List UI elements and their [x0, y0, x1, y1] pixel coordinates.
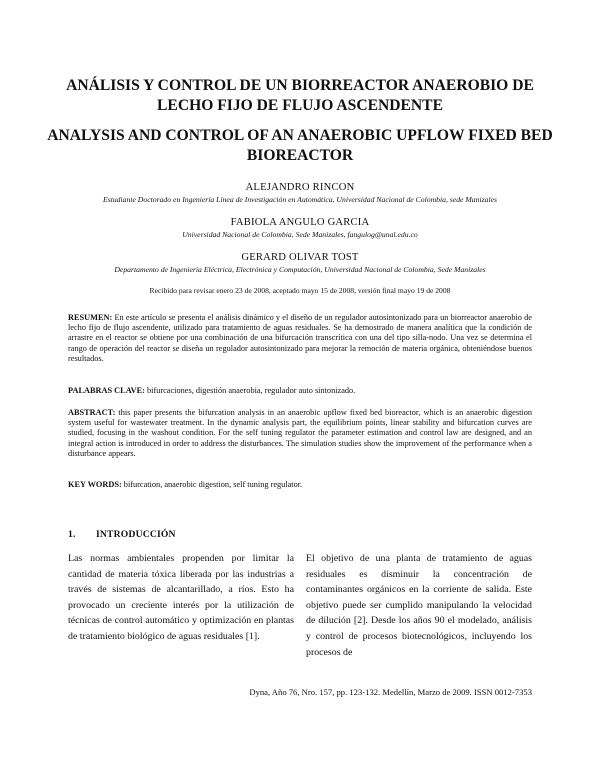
key-words-label: KEY WORDS:	[68, 480, 122, 489]
author-name: GERARD OLIVAR TOST	[241, 252, 359, 263]
abstract-label: ABSTRACT:	[68, 408, 116, 417]
abstract-text: this paper presents the bifurcation analysis in an anaerobic upflow fixed bed bioreactor, which is an anaerobic digestion system useful for wastewater treatment. In the dynamic analysis part, the equilibrium points, linear stability and bifurcation curves are studied, focusing in the washout condition. For the self tuning regulator the parameter estimation and control law are designed, and an integral action is introduced in order to address the disturbances. The simulation studies show the improvement of the performance when a disturbance appears.	[68, 408, 532, 458]
author-affiliation: Universidad Nacional de Colombia, Sede Manizales, fangulog@unal.edu.co	[182, 230, 418, 239]
intro-left-column: Las normas ambientales propenden por limitar la cantidad de materia tóxica liberada por las industrias a través de sistemas de alcantarillado, a ríos. Esto ha provocado un creciente interés por la utilización de técnicas de control automático y optimización en plantas de tratamiento biológico de aguas residuales [1].	[68, 553, 294, 642]
resumen-paragraph	[68, 313, 532, 364]
received-dates: Recibido para revisar enero 23 de 2008, aceptado mayo 15 de 2008, versión final mayo 19 de 2008	[149, 286, 451, 295]
resumen-text: En este artículo se presenta el análisis dinámico y el diseño de un regulador autosintonizado para un biorreactor anaerobio de lecho fijo de flujo ascendente, utilizado para tratamiento de aguas residuales. Se ha demostrado de manera analítica que la condición de arrastre en el reactor se obtiene por una combinación de una bifurcación transcrítica con una del tipo silla-nodo. Una vez se determina el rango de operación del reactor se diseña un regulador autosintonizado para mejorar la remoción de materia orgánica, obteniéndose buenos resultados.	[68, 313, 532, 363]
author-affiliation: Estudiante Doctorado en Ingeniería Línea de Investigación en Automática, Universidad Nacional de Colombia, sede Manizales	[103, 195, 497, 204]
palabras-clave-paragraph	[68, 385, 532, 396]
palabras-clave-text: bifurcaciones, digestión anaerobia, regulador auto sintonizado.	[147, 386, 356, 395]
palabras-clave-label: PALABRAS CLAVE:	[68, 386, 145, 395]
author-name: ALEJANDRO RINCON	[245, 182, 355, 193]
section-title: INTRODUCCIÓN	[96, 529, 176, 540]
title-spanish: ANÁLISIS Y CONTROL DE UN BIORREACTOR ANAEROBIO DE LECHO FIJO DE FLUJO ASCENDENTE	[66, 77, 534, 114]
author-name: FABIOLA ANGULO GARCIA	[230, 217, 370, 228]
author-affiliation: Departamento de Ingeniería Eléctrica, Electrónica y Computación, Universidad Nacional de Colombia, Sede Manizales	[114, 265, 486, 274]
intro-right-column: El objetivo de una planta de tratamiento de aguas residuales es disminuir la concentración de contaminantes orgánicos en la corriente de salida. Este objetivo puede ser cumplido manipulando la velocidad de dilución [2]. Desde los años 90 el modelado, análisis y control de procesos biotecnológicos, incluyendo los procesos de	[306, 553, 532, 658]
journal-footer: Dyna, Año 76, Nro. 157, pp. 123-132. Medellín, Marzo de 2009. ISSN 0012-7353	[249, 687, 532, 697]
section-number: 1.	[68, 529, 76, 540]
key-words-text: bifurcation, anaerobic digestion, self tuning regulator.	[123, 480, 303, 489]
abstract-paragraph	[68, 408, 532, 459]
resumen-label: RESUMEN:	[68, 313, 113, 322]
title-english: ANALYSIS AND CONTROL OF AN ANAEROBIC UPFLOW FIXED BED BIOREACTOR	[47, 127, 553, 164]
key-words-paragraph	[68, 479, 532, 490]
section-heading	[68, 529, 176, 540]
